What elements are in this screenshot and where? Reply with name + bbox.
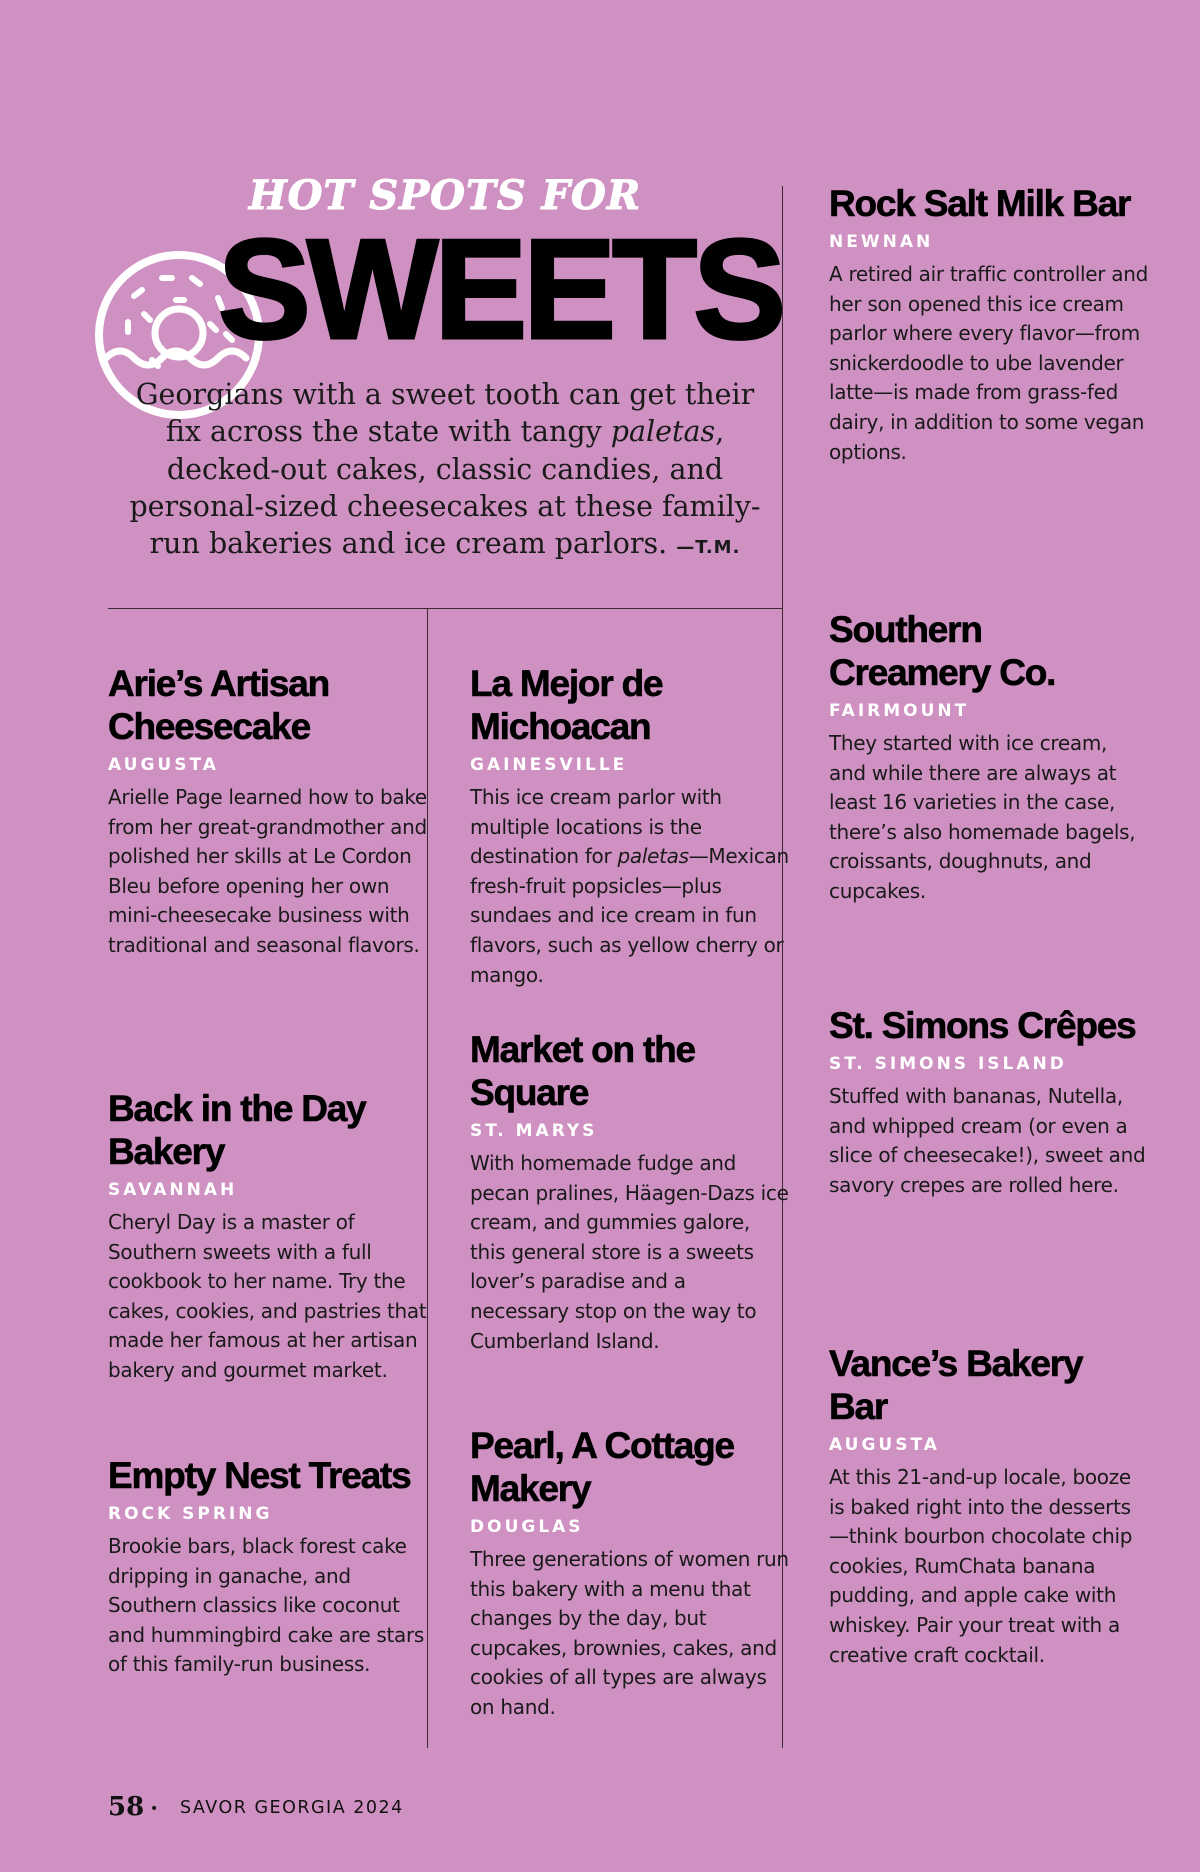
entry-name: St. Simons Crêpes (829, 1005, 1136, 1046)
page-title: SWEETS (218, 210, 783, 369)
entry-name: Southern Creamery Co. (829, 609, 1056, 693)
page-number: 58 (108, 1792, 145, 1822)
entry-description (470, 783, 790, 990)
entry-location: ROCK SPRING (108, 1504, 273, 1524)
entry-location: NEWNAN (829, 232, 934, 252)
list-item (829, 1342, 1149, 1670)
author-credit: —T.M. (676, 537, 741, 559)
entry-name: Vance’s Bakery Bar (829, 1343, 1083, 1427)
entry-description-a: This ice cream parlor with multiple locations is the destination for (470, 785, 722, 869)
publication-name: SAVOR GEORGIA 2024 (180, 1798, 404, 1818)
entry-name: La Mejor de Michoacan (470, 663, 663, 747)
list-item (470, 662, 790, 990)
intro-paragraph (120, 376, 770, 566)
kicker-heading: HOT SPOTS FOR (248, 172, 642, 219)
entry-location: AUGUSTA (829, 1435, 940, 1455)
entry-description: A retired air traffic controller and her son opened this ice cream parlor where every flavor—from snickerdoodle to ube lavender latte—is made from grass-fed dairy, in addition to some vegan options. (829, 262, 1148, 464)
footer-bullet: • (150, 1801, 159, 1817)
entry-name: Empty Nest Treats (108, 1455, 411, 1496)
intro-text-b: , decked-out cakes, classic candies, and personal-sized cheesecakes at these family-run bakeries and ice cream parlors. (129, 415, 761, 561)
entry-location: ST. SIMONS ISLAND (829, 1054, 1067, 1074)
list-item (829, 608, 1149, 907)
entry-location: FAIRMOUNT (829, 701, 970, 721)
entry-location: SAVANNAH (108, 1180, 238, 1200)
list-item (829, 182, 1149, 467)
entry-description: Cheryl Day is a master of Southern sweets with a full cookbook to her name. Try the cakes, cookies, and pastries that made her famous at her artisan bakery and gourmet market. (108, 1210, 427, 1382)
entry-name: Back in the Day Bakery (108, 1088, 366, 1172)
entry-description: With homemade fudge and pecan pralines, Häagen-Dazs ice cream, and gummies galore, this general store is a sweets lover’s paradise and a necessary stop on the way to Cumberland Island. (470, 1151, 789, 1353)
entry-location: ST. MARYS (470, 1121, 598, 1141)
entry-description: Arielle Page learned how to bake from her great-grandmother and polished her skills at Le Cordon Bleu before opening her own mini-cheesecake business with traditional and seasonal flavors. (108, 785, 427, 957)
entry-location: DOUGLAS (470, 1517, 584, 1537)
entry-name: Rock Salt Milk Bar (829, 183, 1131, 224)
intro-text-emphasis: paletas (610, 415, 716, 449)
entry-description: They started with ice cream, and while there are always at least 16 varieties in the case, there’s also homemade bagels, croissants, doughnuts, and cupcakes. (829, 731, 1136, 903)
intro-text-a: Georgians with a sweet tooth can get their fix across the state with tangy (135, 378, 755, 449)
entry-description: Stuffed with bananas, Nutella, and whipped cream (or even a slice of cheesecake!), sweet and savory crepes are rolled here. (829, 1084, 1146, 1197)
entry-location: AUGUSTA (108, 755, 219, 775)
list-item (108, 662, 428, 961)
entry-description: Brookie bars, black forest cake dripping in ganache, and Southern classics like coconut and hummingbird cake are stars of this family-run business. (108, 1534, 425, 1677)
entry-name: Market on the Square (470, 1029, 695, 1113)
list-item (108, 1087, 428, 1386)
list-item (470, 1424, 790, 1723)
list-item (108, 1454, 428, 1680)
entry-description: Three generations of women run this bakery with a menu that changes by the day, but cupcakes, brownies, cakes, and cookies of all types are always on hand. (470, 1547, 789, 1719)
entry-description: At this 21-and-up locale, booze is baked right into the desserts—think bourbon chocolate chip cookies, RumChata banana pudding, and apple cake with whiskey. Pair your treat with a creative craft cocktail. (829, 1465, 1133, 1667)
list-item (829, 1004, 1149, 1200)
list-item (470, 1028, 790, 1356)
entry-name: Arie’s Artisan Cheesecake (108, 663, 330, 747)
entry-description-b: —Mexican fresh-fruit popsicles—plus sundaes and ice cream in fun flavors, such as yellow cherry or mango. (470, 844, 789, 987)
entry-description-emphasis: paletas (617, 844, 689, 869)
entry-name: Pearl, A Cottage Makery (470, 1425, 734, 1509)
entry-location: GAINESVILLE (470, 755, 628, 775)
header-divider (108, 608, 782, 609)
